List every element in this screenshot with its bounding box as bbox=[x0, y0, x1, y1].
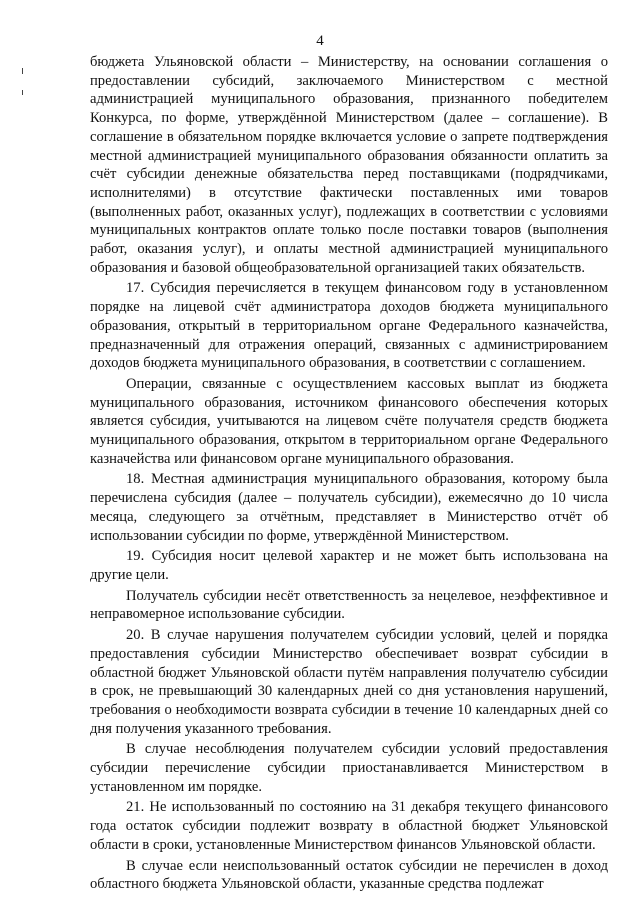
paragraph-item-18: 18. Местная администрация муниципального образования, которому была перечислена субсидия (далее – получатель субсидии), ежемесячно до 10 числа месяца, следующего за отчётным, представляет в Министерство отчёт об использовании субсидии по форме, утверждённой Министерством. bbox=[90, 471, 608, 544]
paragraph-unused-balance: В случае если неиспользованный остаток субсидии не перечислен в доход областного бюджета Ульяновской области, указанные средства подлежат bbox=[90, 857, 608, 893]
paragraph-item-19: 19. Субсидия носит целевой характер и не может быть использована на другие цели. bbox=[90, 548, 608, 583]
margin-tick-mark bbox=[22, 90, 23, 95]
paragraph-responsibility: Получатель субсидии несёт ответственность за нецелевое, неэффективное и неправомерное использование субсидии. bbox=[90, 587, 608, 623]
margin-tick-mark bbox=[22, 68, 23, 74]
paragraph-item-20: 20. В случае нарушения получателем субсидии условий, целей и порядка предоставления субсидии Министерство обеспечивает возврат субсидии в областной бюджет Ульяновской области путём направления получателю субсидии в срок, не превышающий 30 календарных дней со дня установления нарушений, требования о необходимости возврата субсидии в течение 10 календарных дней со дня получения указанного требования. bbox=[90, 627, 608, 737]
page-number: 4 bbox=[316, 33, 324, 49]
paragraph-item-17: 17. Субсидия перечисляется в текущем финансовом году в установленном порядке на лицевой счёт администратора доходов бюджета муниципального образования, открытый в территориальном органе Федерального казначейства, предназначенный для отражения операций, связанных с администрированием доходов бюджета муниципального образования, в соответствии с соглашением. bbox=[90, 280, 608, 372]
document-body bbox=[90, 53, 608, 896]
paragraph-suspension: В случае несоблюдения получателем субсидии условий предоставления субсидии перечисление субсидии приостанавливается Министерством в установленном им порядке. bbox=[90, 741, 608, 795]
paragraph-cash-operations: Операции, связанные с осуществлением кассовых выплат из бюджета муниципального образования, источником финансового обеспечения которых является субсидия, учитываются на лицевом счёте получателя средств бюджета муниципального образования, открытом в территориальном органе Федерального казначейства или финансовом органе муниципального образования. bbox=[90, 375, 608, 467]
paragraph-continuation: бюджета Ульяновской области – Министерству, на основании соглашения о предоставлении субсидий, заключаемого Министерством с местной администрацией муниципального образования, признанного победителем Конкурса, по форме, утверждённой Министерством (далее – соглашение). В соглашение в обязательном порядке включается условие о запрете подтверждения местной администрацией муниципального образования обязанности оплатить за счёт субсидии денежные обязательства перед поставщиками (подрядчиками, исполнителями) в отсутствие фактически поставленных ими товаров (выполненных работ, оказанных услуг), подлежащих в соответствии с условиями муниципальных контрактов оплате только после поставки товаров (выполнения работ, оказания услуг), и оплаты местной администрацией муниципального образования и базовой общеобразовательной организацией таких обязательств. bbox=[90, 54, 608, 276]
paragraph-item-21: 21. Не использованный по состоянию на 31 декабря текущего финансового года остаток субсидии подлежит возврату в областной бюджет Ульяновской области в сроки, установленные Министерством финансов Ульяновской области. bbox=[90, 799, 608, 853]
